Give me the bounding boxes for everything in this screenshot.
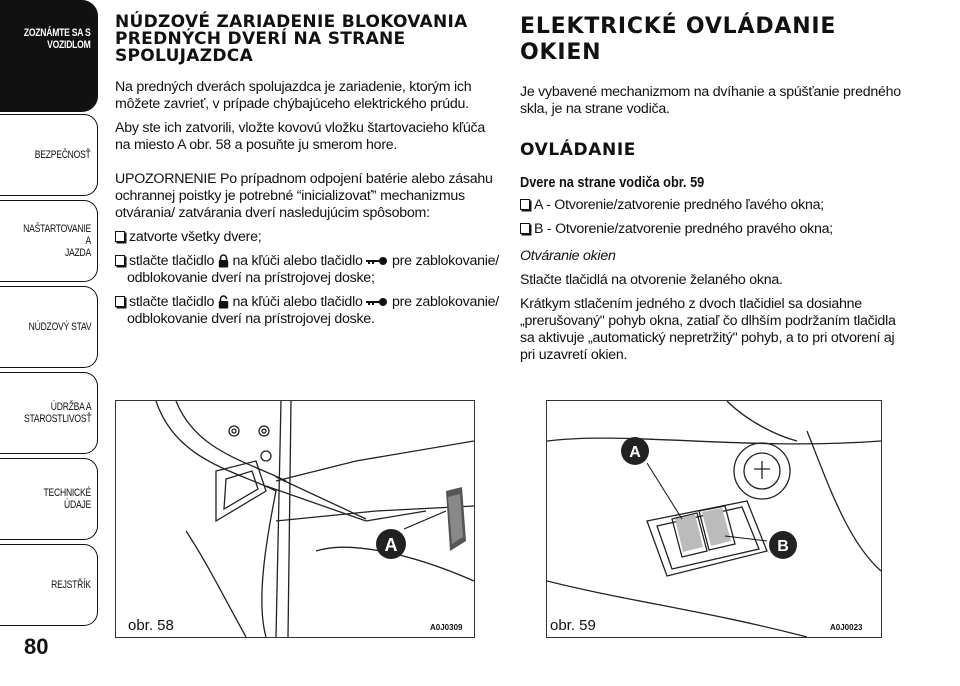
- list-item: stlačte tlačidlo na kľúči alebo tlačidlo pre zablokovanie/ odblokovanie dverí na prístrojovej doske.: [115, 294, 500, 328]
- left-column: [115, 14, 500, 335]
- tab-bezpecnost[interactable]: BEZPEČNOSŤ: [0, 114, 98, 196]
- tab-nastartovanie[interactable]: NAŠTARTOVANIE A JAZDA: [0, 200, 98, 282]
- figure-code: A0J0309: [430, 623, 463, 632]
- paragraph: Na predných dverách spolujazdca je zariadenie, ktorým ich môžete zavrieť, v prípade chýbajúceho elektrického prúdu.: [115, 79, 472, 112]
- paragraph: Je vybavené mechanizmom na dvíhanie a spúšťanie predného skla, je na strane vodiča.: [520, 84, 901, 117]
- paragraph: Stlačte tlačidlá na otvorenie želaného okna.: [520, 272, 783, 288]
- list-item: A - Otvorenie/zatvorenie predného ľavého okna;: [520, 197, 905, 214]
- checkbox-bullet-icon: [115, 296, 125, 307]
- callout-a-label: A: [629, 444, 641, 461]
- callout-a-label: A: [384, 535, 398, 555]
- warning-paragraph: UPOZORNENIE Po prípadnom odpojení batérie alebo zásahu ochrannej poistky je potrebné “inicializovať” mechanizmus otvárania/ zatvárania dverí nasledujúcim spôsobom:: [115, 171, 493, 221]
- lock-icon: [218, 254, 229, 268]
- figure-code: A0J0023: [830, 623, 863, 632]
- section-title-windows: ELEKTRICKÉ OVLÁDANIE OKIEN: [520, 14, 837, 65]
- list-item: stlačte tlačidlo na kľúči alebo tlačidlo pre zablokovanie/ odblokovanie dverí na prístrojovej doske;: [115, 253, 500, 287]
- figure-59: [546, 400, 882, 638]
- list-item: zatvorte všetky dvere;: [115, 229, 500, 246]
- tab-nudzovy-stav[interactable]: NÚDZOVÝ STAV: [0, 286, 98, 368]
- door-lock-illustration: [116, 401, 474, 637]
- section-tabs: [0, 0, 100, 686]
- subsection-heading: Dvere na strane vodiča obr. 59: [520, 174, 705, 191]
- key-button-icon: [366, 256, 388, 266]
- list-item: B - Otvorenie/zatvorenie predného pravého okna;: [520, 221, 905, 238]
- tab-zoznamte-sa[interactable]: ZOZNÁMTE SA S VOZIDLOM: [0, 0, 98, 112]
- figure-caption: obr. 58: [128, 617, 174, 634]
- page-number: 80: [24, 634, 49, 659]
- unlock-icon: [218, 295, 229, 309]
- tab-udrzba[interactable]: ÚDRŽBA A STAROSTLIVOSŤ: [0, 372, 98, 454]
- window-switch-illustration: [547, 401, 881, 637]
- subsection-title: OVLÁDANIE: [520, 140, 636, 160]
- paragraph: Aby ste ich zatvorili, vložte kovovú vložku štartovacieho kľúča na miesto A obr. 58 a posuňte ju smerom hore.: [115, 120, 486, 153]
- checkbox-bullet-icon: [115, 255, 125, 266]
- checkbox-bullet-icon: [115, 231, 125, 242]
- key-button-icon: [366, 297, 388, 307]
- figure-58: [115, 400, 475, 638]
- italic-heading: Otváranie okien: [520, 248, 616, 264]
- figure-caption: obr. 59: [550, 617, 596, 634]
- callout-b-label: B: [777, 538, 789, 555]
- right-column: [520, 14, 905, 371]
- tab-technicke-udaje[interactable]: TECHNICKÉ ÚDAJE: [0, 458, 98, 540]
- section-title-door-lock: NÚDZOVÉ ZARIADENIE BLOKOVANIA PREDNÝCH DVERÍ NA STRANE SPOLUJAZDCA: [115, 12, 468, 66]
- checkbox-bullet-icon: [520, 223, 530, 234]
- tab-rejstrik[interactable]: REJSTŘÍK: [0, 544, 98, 626]
- checkbox-bullet-icon: [520, 199, 530, 210]
- paragraph: Krátkym stlačením jedného z dvoch tlačidiel sa dosiahne „prerušovaný" pohyb okna, zatiaľ čo dlhším podržaním tlačidla sa aktivuje „automatický nepretržitý" pohyb, a to pri otvorení aj pri uzavretí okien.: [520, 296, 896, 363]
